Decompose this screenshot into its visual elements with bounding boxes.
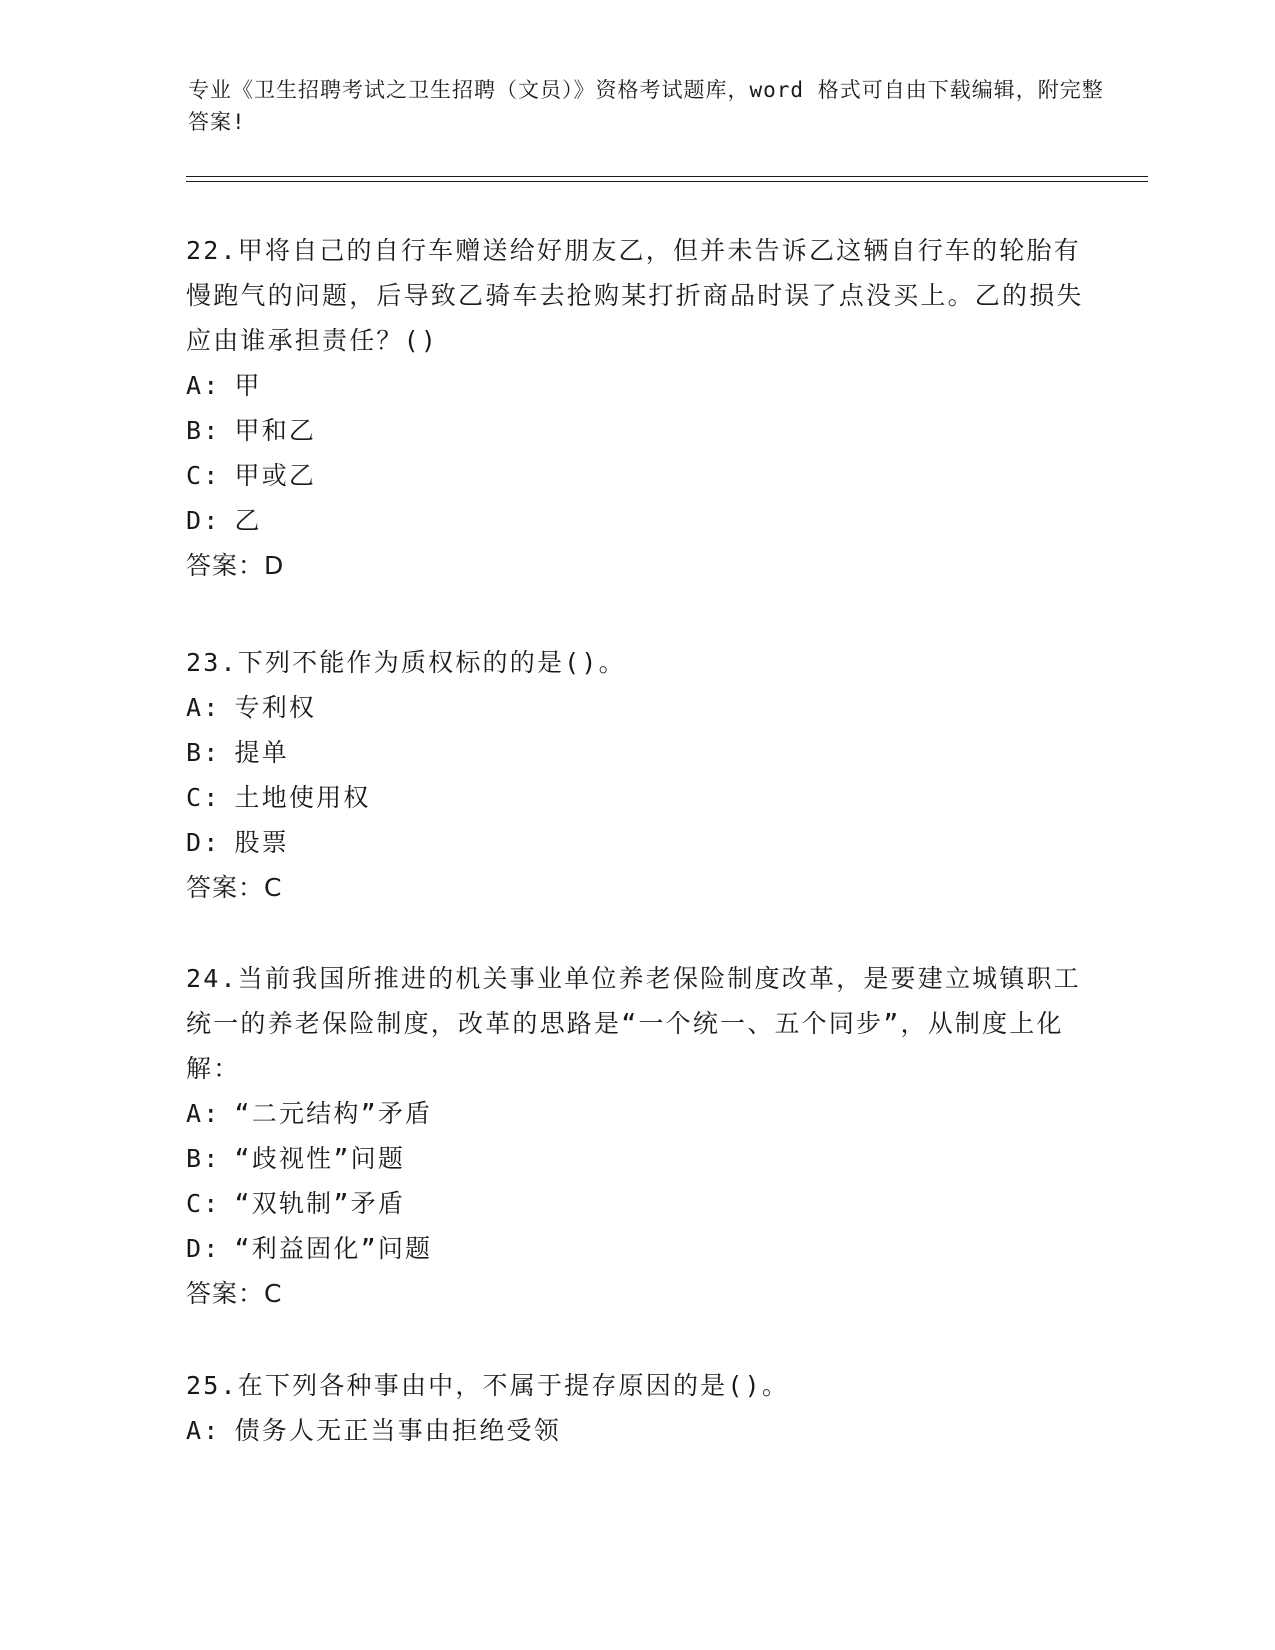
option-a [186,685,1086,730]
option-text: 专利权 [234,693,317,722]
question-25 [186,1363,1086,1453]
option-c [186,1181,1086,1226]
option-letter: C [186,1189,204,1218]
option-a [186,1091,1086,1136]
option-separator: : [203,461,221,490]
option-separator: : [203,828,221,857]
option-b [186,408,1086,453]
option-text: 土地使用权 [234,783,371,812]
option-text: 甲 [234,371,262,400]
option-letter: A [186,1099,204,1128]
option-d [186,820,1086,865]
option-text: 股票 [234,828,289,857]
question-stem: 22.甲将自己的自行车赠送给好朋友乙，但并未告诉乙这辆自行车的轮胎有慢跑气的问题，后导致乙骑车去抢购某打折商品时误了点没买上。乙的损失应由谁承担责任？() [186,236,1084,355]
option-separator: : [203,1234,221,1263]
option-d [186,1226,1086,1271]
option-text: “利益固化”问题 [234,1234,433,1263]
option-separator: : [203,371,221,400]
option-separator: : [203,1416,221,1445]
option-separator: : [203,783,221,812]
question-24 [186,956,1086,1317]
option-letter: A [186,371,204,400]
option-text: “双轨制”矛盾 [234,1189,406,1218]
option-text: 乙 [234,506,262,535]
option-b [186,1136,1086,1181]
option-c [186,453,1086,498]
question-stem: 23.下列不能作为质权标的的是()。 [186,648,626,677]
option-a [186,1408,1086,1453]
question-stem: 25.在下列各种事由中，不属于提存原因的是()。 [186,1371,790,1400]
option-text: 甲或乙 [234,461,317,490]
option-letter: D [186,828,204,857]
question-stem: 24.当前我国所推进的机关事业单位养老保险制度改革，是要建立城镇职工统一的养老保险制度，改革的思路是“一个统一、五个同步”，从制度上化解： [186,964,1081,1083]
option-letter: A [186,1416,204,1445]
option-letter: D [186,1234,204,1263]
answer: 答案：C [186,873,283,902]
option-separator: : [203,506,221,535]
answer: 答案：C [186,1279,283,1308]
option-letter: B [186,416,204,445]
option-separator: : [203,416,221,445]
option-separator: : [203,1099,221,1128]
option-separator: : [203,738,221,767]
option-text: “二元结构”矛盾 [234,1099,433,1128]
option-letter: D [186,506,204,535]
question-23 [186,640,1086,911]
question-22 [186,228,1086,589]
option-text: 债务人无正当事由拒绝受领 [234,1416,561,1445]
option-b [186,730,1086,775]
header-divider [186,176,1148,177]
header-divider-double [186,181,1148,182]
option-text: 提单 [234,738,289,767]
option-text: 甲和乙 [234,416,317,445]
option-text: “歧视性”问题 [234,1144,406,1173]
option-separator: : [203,1144,221,1173]
option-separator: : [203,1189,221,1218]
option-c [186,775,1086,820]
option-letter: B [186,1144,204,1173]
option-letter: B [186,738,204,767]
option-d [186,498,1086,543]
document-header: 专业《卫生招聘考试之卫生招聘（文员）》资格考试题库，word 格式可自由下载编辑，附完整答案! [188,78,1104,134]
option-a [186,363,1086,408]
answer: 答案：D [186,551,285,580]
option-separator: : [203,693,221,722]
option-letter: C [186,461,204,490]
option-letter: A [186,693,204,722]
option-letter: C [186,783,204,812]
